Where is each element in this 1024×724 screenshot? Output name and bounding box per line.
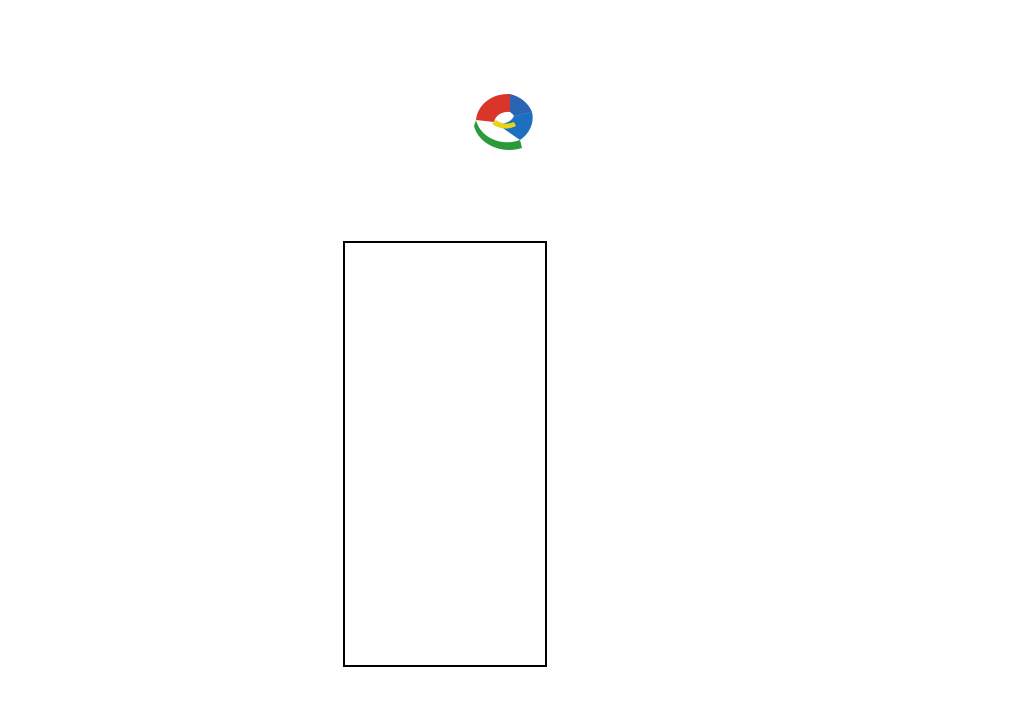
player-table <box>343 241 547 667</box>
